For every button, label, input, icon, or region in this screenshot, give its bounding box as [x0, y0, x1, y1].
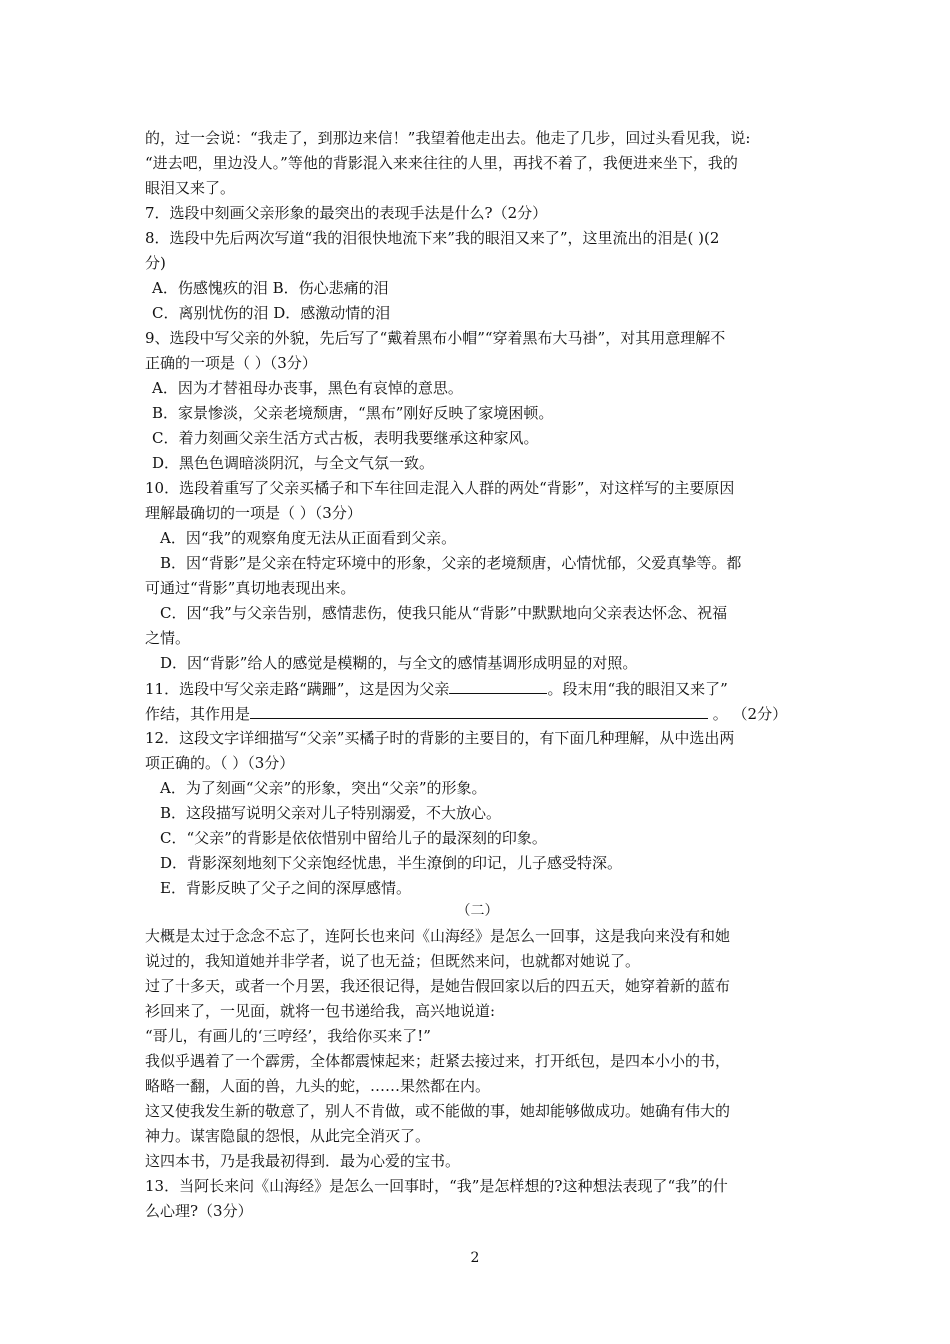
- passage2-line: 说过的，我知道她并非学者，说了也无益；但既然来问，也就都对她说了。: [145, 952, 641, 970]
- q12-option: B．这段描写说明父亲对儿子特别溺爱，不大放心。: [160, 804, 502, 822]
- passage2-line: 衫回来了，一见面，就将一包书递给我，高兴地说道:: [145, 1002, 496, 1020]
- q12-option: E．背影反映了父子之间的深厚感情。: [160, 879, 411, 897]
- question-12: 12．这段文字详细描写“父亲”买橘子时的背影的主要目的，有下面几种理解，从中选出两: [145, 729, 735, 747]
- q11-text: 11．选段中写父亲走路“蹒跚”，这是因为父亲: [145, 680, 450, 698]
- question-8: 8．选段中先后两次写道“我的泪很快地流下来”我的眼泪又来了”，这里流出的泪是( )(2: [145, 229, 720, 247]
- question-13-cont: 么心理?（3分）: [145, 1202, 253, 1220]
- q11-text: 。段末用“我的眼泪又来了”: [547, 680, 728, 698]
- q11-blank-1[interactable]: [449, 678, 547, 694]
- q11-text: 作结，其作用是: [145, 705, 251, 723]
- passage1-line: 眼泪又来了。: [145, 179, 236, 197]
- q9-option: D．黑色色调暗淡阴沉，与全文气氛一致。: [152, 454, 435, 472]
- passage2-line: “哥儿，有画儿的‘三哼经’，我给你买来了!”: [145, 1027, 431, 1045]
- q8-option: A．伤感愧疚的泪 B．伤心悲痛的泪: [152, 279, 389, 297]
- q10-option-cont: 可通过“背影”真切地表现出来。: [145, 579, 356, 597]
- question-13: 13．当阿长来问《山海经》是怎么一回事时，“我”是怎样想的?这种想法表现了“我”的什: [145, 1177, 728, 1195]
- question-11: [145, 678, 810, 699]
- question-7: 7．选段中刻画父亲形象的最突出的表现手法是什么?（2分）: [145, 204, 548, 222]
- section-title: （二）: [456, 903, 499, 919]
- page-number: 2: [470, 1250, 480, 1266]
- question-12-cont: 项正确的。（ ）（3分）: [145, 754, 295, 772]
- question-9: 9、选段中写父亲的外貌，先后写了“戴着黑布小帽”“穿着黑布大马褂”，对其用意理解不: [145, 329, 726, 347]
- question-11-cont: [145, 703, 810, 724]
- q10-option: A．因“我”的观察角度无法从正面看到父亲。: [160, 529, 457, 547]
- q10-option: B．因“背影”是父亲在特定环境中的形象，父亲的老境颓唐，心情忧郁，父爱真挚等。都: [160, 554, 742, 572]
- passage1-line: “进去吧，里边没人。”等他的背影混入来来往往的人里，再找不着了，我便进来坐下，我的: [145, 154, 738, 172]
- q8-option: C．离别忧伤的泪 D．感激动情的泪: [152, 304, 391, 322]
- passage2-line: 神力。谋害隐鼠的怨恨，从此完全消灭了。: [145, 1127, 431, 1145]
- question-10: 10．选段着重写了父亲买橘子和下车往回走混入人群的两处“背影”，对这样写的主要原因: [145, 479, 735, 497]
- passage2-line: 略略一翻，人面的兽，九头的蛇，……果然都在内。: [145, 1077, 491, 1095]
- passage1-line: 的，过一会说：“我走了，到那边来信！”我望着他走出去。他走了几步，回过头看见我，说:: [145, 129, 751, 147]
- q10-option: D．因“背影”给人的感觉是模糊的，与全文的感情基调形成明显的对照。: [160, 654, 638, 672]
- q9-option: C．着力刻画父亲生活方式古板，表明我要继承这种家风。: [152, 429, 539, 447]
- passage2-line: 这四本书，乃是我最初得到．最为心爱的宝书。: [145, 1152, 461, 1170]
- q11-blank-2[interactable]: [250, 703, 708, 719]
- passage2-line: 这又使我发生新的敬意了，别人不肯做，或不能做的事，她却能够做成功。她确有伟大的: [145, 1102, 731, 1120]
- q12-option: D．背影深刻地刻下父亲饱经忧患，半生潦倒的印记，儿子感受特深。: [160, 854, 623, 872]
- q9-option: B．家景惨淡，父亲老境颓唐，“黑布”刚好反映了家境困顿。: [152, 404, 554, 422]
- q9-option: A．因为才替祖母办丧事，黑色有哀悼的意思。: [152, 379, 463, 397]
- question-9-cont: 正确的一项是（ ）（3分）: [145, 354, 317, 372]
- q12-option: A．为了刻画“父亲”的形象，突出“父亲”的形象。: [160, 779, 487, 797]
- passage2-line: 我似乎遇着了一个霹雳，全体都震悚起来；赶紧去接过来，打开纸包，是四本小小的书，: [145, 1052, 731, 1070]
- q11-text: 。 （2分）: [708, 705, 788, 723]
- passage2-line: 大概是太过于念念不忘了，连阿长也来问《山海经》是怎么一回事，这是我向来没有和她: [145, 927, 731, 945]
- question-10-cont: 理解最确切的一项是（ ）（3分）: [145, 504, 362, 522]
- q10-option: C．因“我”与父亲告别，感情悲伤，使我只能从“背影”中默默地向父亲表达怀念、祝福: [160, 604, 728, 622]
- q12-option: C．“父亲”的背影是依依惜别中留给儿子的最深刻的印象。: [160, 829, 547, 847]
- passage2-line: 过了十多天，或者一个月罢，我还很记得，是她告假回家以后的四五天，她穿着新的蓝布: [145, 977, 731, 995]
- q10-option-cont: 之情。: [145, 629, 191, 647]
- question-8-cont: 分): [145, 254, 166, 272]
